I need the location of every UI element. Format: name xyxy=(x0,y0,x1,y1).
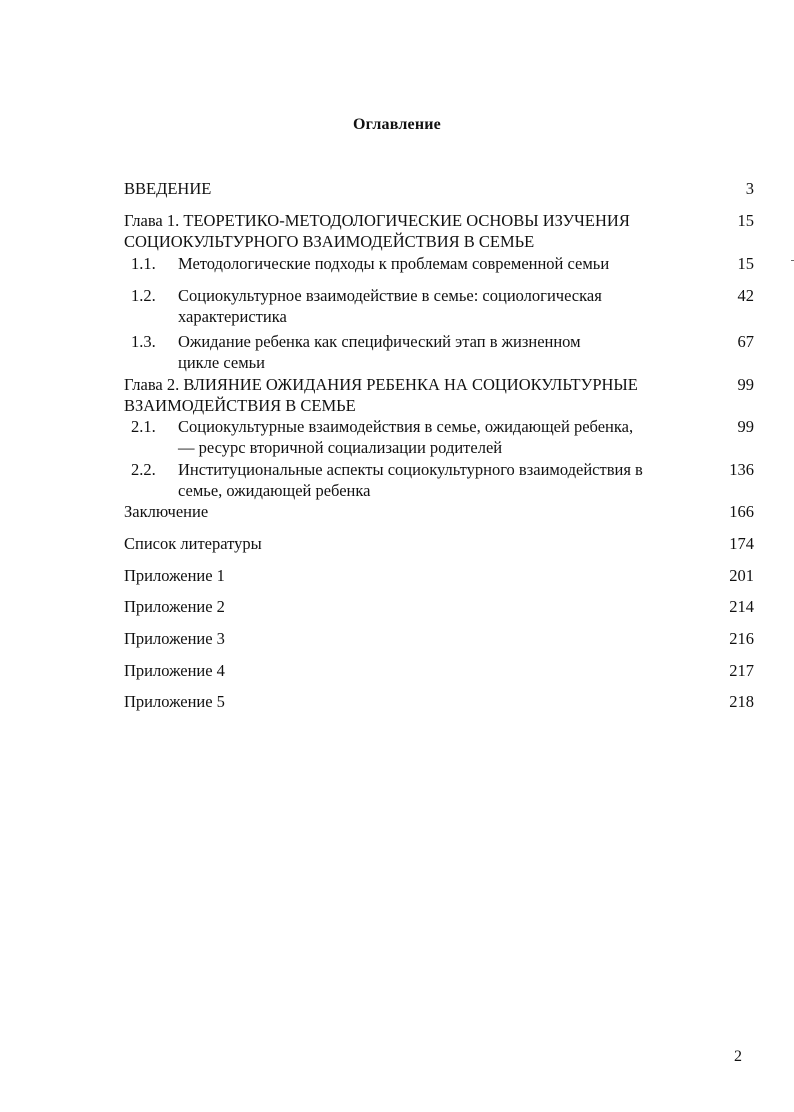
toc-conclusion-page: 166 xyxy=(729,502,754,521)
toc-section-2-1-line2: — ресурс вторичной социализации родителей xyxy=(178,438,503,457)
toc-chapter1-line1: Глава 1. ТЕОРЕТИКО-МЕТОДОЛОГИЧЕСКИЕ ОСНОВЫ ИЗУЧЕНИЯ xyxy=(124,211,630,230)
toc-section-2-1-page: 99 xyxy=(737,417,754,436)
toc-section-1-1-page: 15 xyxy=(737,254,754,273)
toc-bibliography-text: Список литературы xyxy=(124,534,262,553)
toc-chapter2-page: 99 xyxy=(737,375,754,394)
toc-appendix4-text: Приложение 4 xyxy=(124,661,225,680)
toc-section-1-3-line1: Ожидание ребенка как специфический этап в жизненном xyxy=(178,332,581,351)
toc-section-1-3-number: 1.3. xyxy=(131,332,156,351)
toc-conclusion-text: Заключение xyxy=(124,502,209,521)
toc-section-1-3-page: 67 xyxy=(737,332,754,351)
toc-section-2-2-number: 2.2. xyxy=(131,460,156,479)
page-title: Оглавление xyxy=(353,116,441,133)
toc-section-2-2-page: 136 xyxy=(729,460,754,479)
toc-section-1-1-text: Методологические подходы к проблемам современной семьи xyxy=(178,254,610,273)
toc-section-1-2-number: 1.2. xyxy=(131,286,156,305)
toc-appendix5-page: 218 xyxy=(729,692,754,711)
toc-appendix2-text: Приложение 2 xyxy=(124,597,225,616)
toc-section-1-2-line2: характеристика xyxy=(178,307,287,326)
toc-appendix2-page: 214 xyxy=(729,597,754,616)
toc-appendix4-page: 217 xyxy=(729,661,754,680)
toc-intro-page: 3 xyxy=(745,179,754,198)
toc-chapter2-line2: ВЗАИМОДЕЙСТВИЯ В СЕМЬЕ xyxy=(124,396,356,415)
toc-section-2-2-line2: семье, ожидающей ребенка xyxy=(178,481,371,500)
toc-appendix3-text: Приложение 3 xyxy=(124,629,225,648)
toc-chapter2-line1: Глава 2. ВЛИЯНИЕ ОЖИДАНИЯ РЕБЕНКА НА СОЦИОКУЛЬТУРНЫЕ xyxy=(124,375,638,394)
toc-section-1-2-page: 42 xyxy=(737,286,754,305)
toc-section-2-2-line1: Институциональные аспекты социокультурного взаимодействия в xyxy=(178,460,643,479)
toc-section-2-1-line1: Социокультурные взаимодействия в семье, ожидающей ребенка, xyxy=(178,417,634,436)
page-number: 2 xyxy=(734,1048,742,1065)
toc-section-1-3-line2: цикле семьи xyxy=(178,353,266,372)
toc-intro-text: ВВЕДЕНИЕ xyxy=(124,179,212,198)
toc-chapter1-line2: СОЦИОКУЛЬТУРНОГО ВЗАИМОДЕЙСТВИЯ В СЕМЬЕ xyxy=(124,232,535,251)
toc-bibliography-page: 174 xyxy=(729,534,754,553)
toc-section-1-1-number: 1.1. xyxy=(131,254,156,273)
toc-section-1-2-line1: Социокультурное взаимодействие в семье: социологическая xyxy=(178,286,602,305)
toc-appendix3-page: 216 xyxy=(729,629,754,648)
toc-section-2-1-number: 2.1. xyxy=(131,417,156,436)
toc-appendix1-text: Приложение 1 xyxy=(124,566,225,585)
toc-appendix1-page: 201 xyxy=(729,566,754,585)
toc-appendix5-text: Приложение 5 xyxy=(124,692,225,711)
toc-chapter1-page: 15 xyxy=(737,211,754,230)
